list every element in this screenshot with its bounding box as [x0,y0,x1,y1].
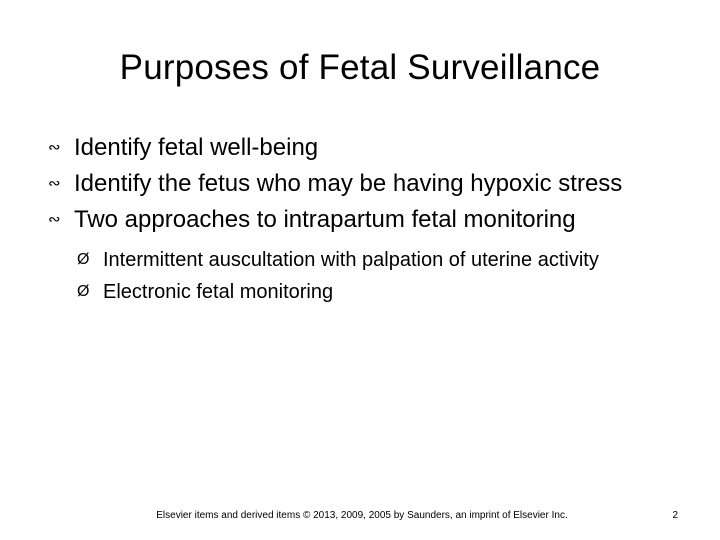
page-number: 2 [672,510,678,521]
sub-bullet-text: Electronic fetal monitoring [103,281,334,303]
bullet-marker-icon: ∾ [48,211,61,228]
sub-bullet-item [77,278,684,306]
arrow-bullet-icon: Ø [77,283,90,300]
bullet-text: Two approaches to intrapartum fetal monitoring [74,206,576,233]
bullet-marker-icon: ∾ [48,139,61,156]
slide-title: Purposes of Fetal Surveillance [119,48,601,87]
bullet-item [44,166,684,202]
sub-bullet-text: Intermittent auscultation with palpation of uterine activity [103,249,599,271]
slide-footer [0,507,720,525]
sub-bullet-item [77,246,684,274]
bullet-item [44,130,684,166]
arrow-bullet-icon: Ø [77,251,90,268]
bullet-item [44,202,684,238]
bullet-list [44,130,684,306]
bullet-text: Identify the fetus who may be having hypoxic stress [74,170,623,197]
bullet-text: Identify fetal well-being [74,134,319,161]
copyright-notice: Elsevier items and derived items © 2013, 2009, 2005 by Saunders, an imprint of Elsevier Inc. [156,510,568,521]
bullet-marker-icon: ∾ [48,175,61,192]
